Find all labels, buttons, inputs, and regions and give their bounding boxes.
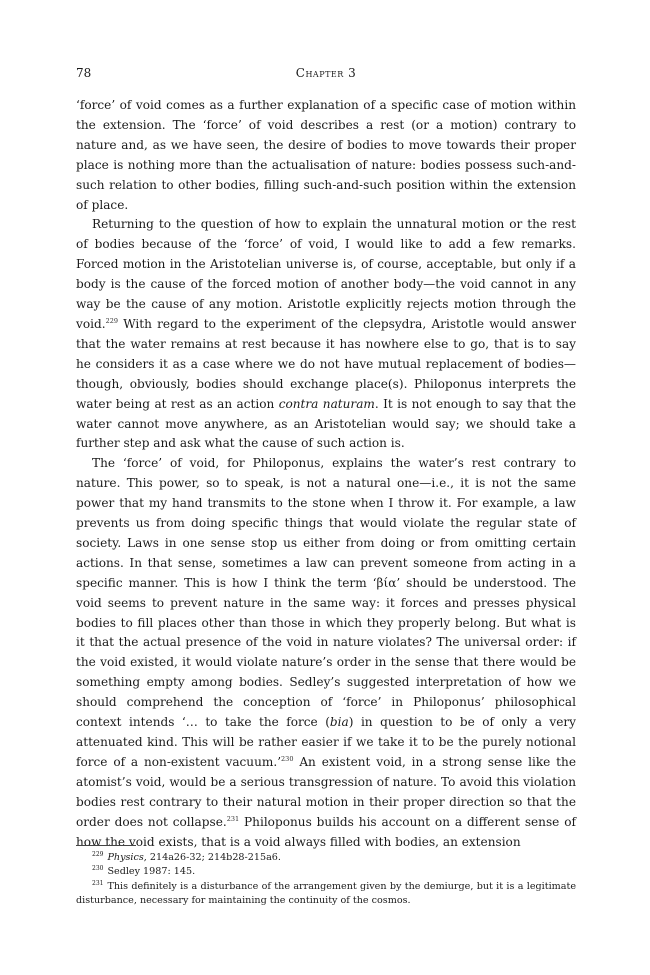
paragraph-1-text: ‘force’ of void comes as a further explanation of a specific case of motion within the extension. The ‘force’ of void describes a rest (or a motion) contrary to nature and, as we have seen, the desire of bodies to move towards their proper place is nothing more than the actualisation of nature: bodies possess such-and-such relation to other bodies, filling such-and-such position within the extension of place. (76, 98, 576, 212)
footnote-number: 229 (92, 850, 104, 858)
footnote-ref-231[interactable]: 231 (226, 814, 240, 823)
body-text (76, 96, 576, 852)
footnote (76, 880, 576, 909)
footnote-italic: Physics (107, 852, 144, 863)
footnote-text: Sedley 1987: 145. (107, 866, 196, 878)
paragraph-2-text-c: . It is not enough to say that the water cannot move anywhere, as an Aristotelian would say; we should take a further step and ask what the cause of such action is. (76, 396, 576, 451)
footnote-text: This definitely is a disturbance of the arrangement given by the demiurge, but it is a legitimate disturbance, necessary for maintaining the continuity of the cosmos. (76, 880, 576, 907)
footnote-text: , 214a26-32; 214b28-215a6. (143, 852, 281, 863)
paragraph-3-italic: bia (329, 715, 349, 730)
paragraph-3-text-a: The ‘force’ of void, for Philoponus, explains the water’s rest contrary to nature. This power, so to speak, is not a natural one—i.e., it is not the same power that my hand transmits to the stone when I throw it. For example, a law prevents us from doing specific things that would violate the regular state of society. Laws in one sense stop us either from doing or from omitting certain actions. In that sense, sometimes a law can prevent someone from acting in a specific manner. This is how I think the term ‘βία’ should be understood. The void seems to prevent nature in the same way: it forces and presses physical bodies to fill places other than those in which they properly belong. But what is it that the actual presence of the void in nature violates? The universal order: if the void existed, it would violate nature’s order in the sense that there would be something empty among bodies. Sedley’s suggested interpretation of how we should comprehend the conception of ‘force’ in Philoponus’ philosophical context intends ‘… to take the force ( (76, 456, 576, 730)
footnote (76, 865, 576, 879)
paragraph-3 (76, 454, 576, 852)
paragraph-2-text-b: With regard to the experiment of the clepsydra, Aristotle would answer that the water remains at rest because it has nowhere else to go, that is to say he considers it as a case where we do not have mutual replacement of bodies—though, obviously, bodies should exchange place(s). Philoponus interprets the water being at rest as an action (76, 316, 576, 411)
paragraph-3-text-c: An existent void, in a strong sense like the atomist’s void, would be a serious transgression of nature. To avoid this violation bodies rest contrary to their natural motion in their proper direction so that the order does not collapse. (76, 754, 576, 829)
footnote-ref-229[interactable]: 229 (105, 316, 118, 325)
paragraph-3-text-d: Philoponus builds his account on a different sense of how the void exists, that is a void always filled with bodies, an extension (76, 814, 576, 849)
paragraph-2-italic: contra naturam (278, 396, 375, 411)
book-page (76, 0, 576, 975)
footnote-number: 231 (92, 879, 104, 887)
page-header (76, 66, 576, 82)
page-number: 78 (76, 66, 92, 80)
footnote-number: 230 (92, 865, 104, 873)
footnotes (76, 851, 576, 909)
paragraph-2 (76, 215, 576, 454)
paragraph-3-text-b: ) in question to be of only a very attenuated kind. This will be rather easier if we take it to be the purely notional force of a non-existent vacuum.’ (76, 715, 577, 769)
footnote-ref-230[interactable]: 230 (281, 754, 294, 763)
paragraph-2-text-a: Returning to the question of how to explain the unnatural motion or the rest of bodies because of the ‘force’ of void, I would like to add a few remarks. Forced motion in the Aristotelian universe is, of course, acceptable, but only if a body is the cause of the forced motion of another body—the void cannot in any way be the cause of any motion. Aristotle explicitly rejects motion through the void. (76, 217, 576, 331)
running-head: Chapter 3 (295, 66, 357, 80)
footnote (76, 851, 576, 865)
footnote-divider (76, 845, 136, 846)
paragraph-1 (76, 96, 576, 215)
